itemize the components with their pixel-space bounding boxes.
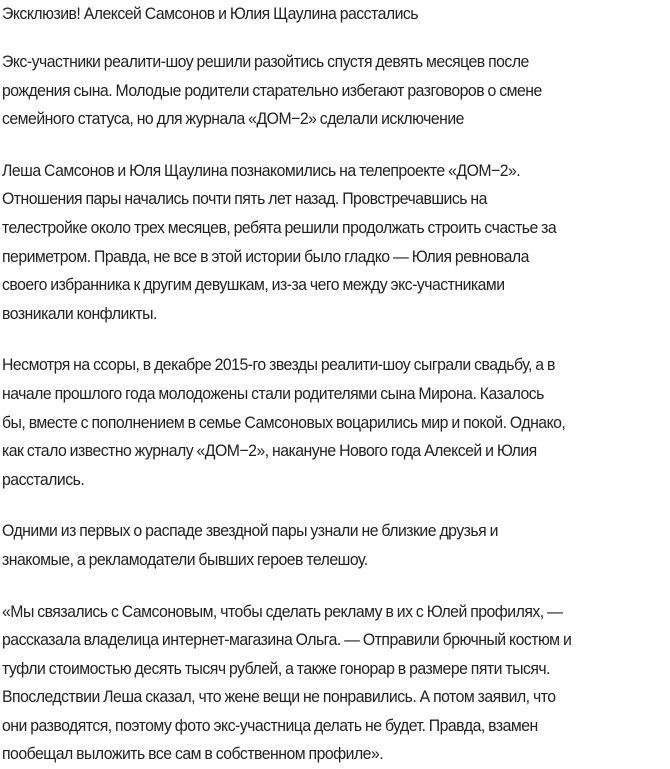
paragraph-line: Леша Самсонов и Юля Щаулина познакомились на телепроекте «ДОМ−2».: [2, 157, 623, 186]
paragraph-line: семейного статуса, но для журнала «ДОМ−2» сделали исключение: [2, 105, 623, 134]
paragraph-line: периметром. Правда, не все в этой истории было гладко — Юлия ревновала: [2, 243, 623, 272]
paragraph-line: Несмотря на ссоры, в декабре 2015-го звезды реалити-шоу сыграли свадьбу, а в: [2, 351, 623, 380]
paragraph-quote: [2, 598, 670, 769]
paragraph-line: Впоследствии Леша сказал, что жене вещи не понравились. А потом заявил, что: [2, 683, 623, 712]
paragraph-line: бы, вместе с пополнением в семье Самсоновых воцарились мир и покой. Однако,: [2, 409, 623, 438]
paragraph-4: [2, 517, 670, 574]
paragraph-line: Одними из первых о распаде звездной пары узнали не близкие друзья и: [2, 517, 623, 546]
paragraph-line: начале прошлого года молодожены стали родителями сына Мирона. Казалось: [2, 380, 623, 409]
article-title: Эксклюзив! Алексей Самсонов и Юлия Щаулина расстались: [2, 0, 623, 28]
paragraph-lead: [2, 48, 670, 134]
paragraph-line: Отношения пары начались почти пять лет назад. Провстречавшись на: [2, 185, 623, 214]
paragraph-line: телестройке около трех месяцев, ребята решили продолжать строить счастье за: [2, 214, 623, 243]
paragraph-line: как стало известно журналу «ДОМ−2», накануне Нового года Алексей и Юлия: [2, 437, 623, 466]
paragraph-line: расстались.: [2, 466, 623, 495]
paragraph-line: пообещал выложить все сам в собственном профиле».: [2, 740, 623, 769]
paragraph-line: своего избранника к другим девушкам, из-за чего между экс-участниками: [2, 271, 623, 300]
paragraph-line: «Мы связались с Самсоновым, чтобы сделать рекламу в их с Юлей профилях, —: [2, 598, 623, 627]
paragraph-line: возникали конфликты.: [2, 300, 623, 329]
paragraph-2: [2, 157, 670, 329]
paragraph-line: Экс-участники реалити-шоу решили разойтись спустя девять месяцев после: [2, 48, 623, 77]
paragraph-line: они разводятся, поэтому фото экс-участница делать не будет. Правда, взамен: [2, 712, 623, 741]
paragraph-line: рождения сына. Молодые родители старательно избегают разговоров о смене: [2, 77, 623, 106]
paragraph-line: знакомые, а рекламодатели бывших героев телешоу.: [2, 546, 623, 575]
paragraph-line: рассказала владелица интернет-магазина Ольга. — Отправили брючный костюм и: [2, 626, 623, 655]
paragraph-3: [2, 351, 670, 494]
paragraph-line: туфли стоимостью десять тысяч рублей, а также гонорар в размере пяти тысяч.: [2, 655, 623, 684]
